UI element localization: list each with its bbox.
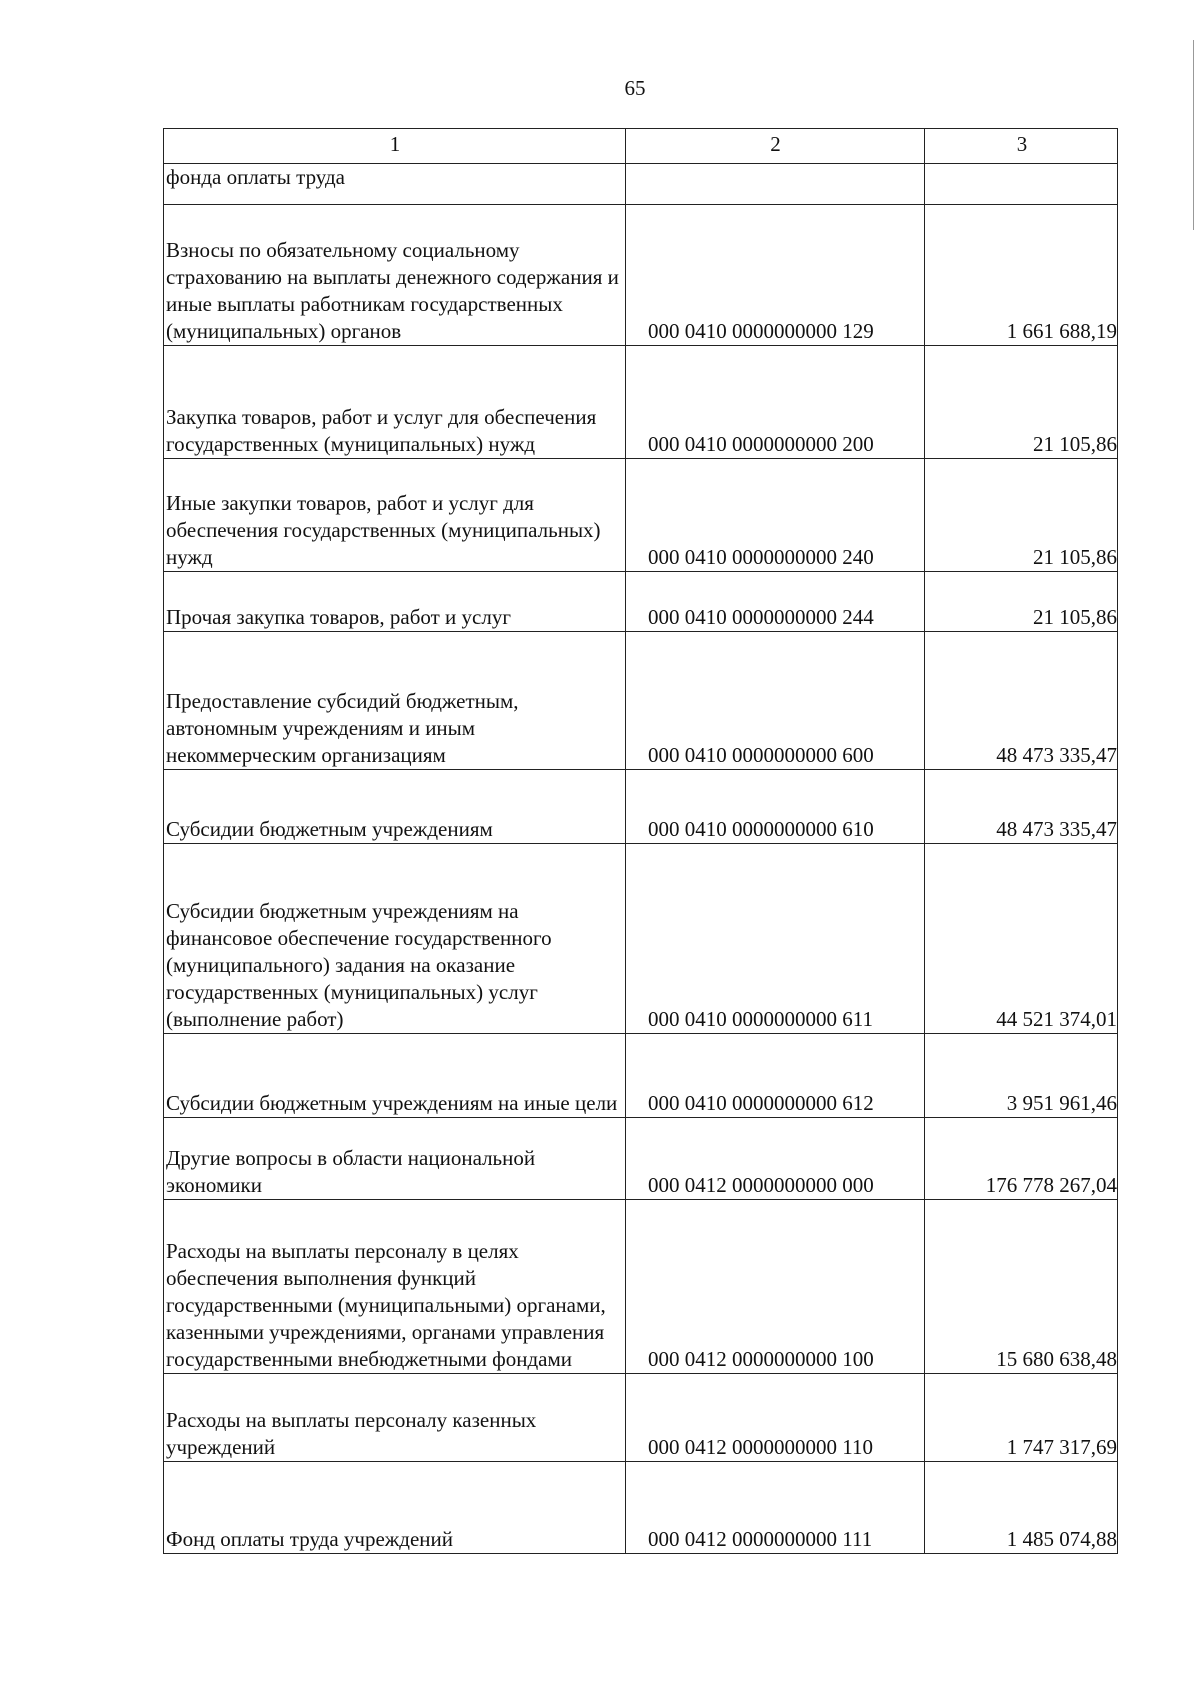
row-code-cell: 000 0412 0000000000 111 bbox=[626, 1462, 925, 1554]
row-name-cell: Закупка товаров, работ и услуг для обеспечения государственных (муниципальных) нужд bbox=[164, 346, 626, 459]
row-name-cell: фонда оплаты труда bbox=[164, 164, 626, 205]
table-row bbox=[164, 346, 1118, 459]
table-row bbox=[164, 1034, 1118, 1118]
row-name-cell: Расходы на выплаты персоналу в целях обеспечения выполнения функций государственными (муниципальными) органами, казенными учреждениями, органами управления государственными внебюджетными фондами bbox=[164, 1200, 626, 1374]
table-header-row bbox=[164, 129, 1118, 164]
row-name-cell: Субсидии бюджетным учреждениям bbox=[164, 770, 626, 844]
table-row bbox=[164, 205, 1118, 346]
row-name-cell: Иные закупки товаров, работ и услуг для обеспечения государственных (муниципальных) нужд bbox=[164, 459, 626, 572]
row-name-cell: Прочая закупка товаров, работ и услуг bbox=[164, 572, 626, 632]
row-name-cell: Взносы по обязательному социальному страхованию на выплаты денежного содержания и иные выплаты работникам государственных (муниципальных) органов bbox=[164, 205, 626, 346]
row-amount-cell: 48 473 335,47 bbox=[925, 770, 1118, 844]
row-name-cell: Предоставление субсидий бюджетным, автономным учреждениям и иным некоммерческим организациям bbox=[164, 632, 626, 770]
table-row bbox=[164, 572, 1118, 632]
table-row bbox=[164, 164, 1118, 205]
table-row bbox=[164, 1118, 1118, 1200]
row-code-cell: 000 0412 0000000000 000 bbox=[626, 1118, 925, 1200]
row-code-cell: 000 0412 0000000000 110 bbox=[626, 1374, 925, 1462]
row-code-cell: 000 0410 0000000000 611 bbox=[626, 844, 925, 1034]
row-amount-cell: 21 105,86 bbox=[925, 346, 1118, 459]
row-amount-cell: 21 105,86 bbox=[925, 572, 1118, 632]
table-row bbox=[164, 1374, 1118, 1462]
row-amount-cell: 21 105,86 bbox=[925, 459, 1118, 572]
row-name-cell: Расходы на выплаты персоналу казенных учреждений bbox=[164, 1374, 626, 1462]
row-amount-cell: 1 661 688,19 bbox=[925, 205, 1118, 346]
row-amount-cell: 176 778 267,04 bbox=[925, 1118, 1118, 1200]
row-amount-cell: 44 521 374,01 bbox=[925, 844, 1118, 1034]
row-amount-cell bbox=[925, 164, 1118, 205]
row-amount-cell: 48 473 335,47 bbox=[925, 632, 1118, 770]
row-code-cell: 000 0410 0000000000 600 bbox=[626, 632, 925, 770]
row-amount-cell: 3 951 961,46 bbox=[925, 1034, 1118, 1118]
row-name-cell: Другие вопросы в области национальной экономики bbox=[164, 1118, 626, 1200]
row-code-cell: 000 0410 0000000000 200 bbox=[626, 346, 925, 459]
header-col-1: 1 bbox=[164, 129, 626, 164]
row-code-cell: 000 0412 0000000000 100 bbox=[626, 1200, 925, 1374]
row-code-cell: 000 0410 0000000000 610 bbox=[626, 770, 925, 844]
table-row bbox=[164, 1462, 1118, 1554]
row-amount-cell: 1 747 317,69 bbox=[925, 1374, 1118, 1462]
budget-table bbox=[163, 128, 1118, 1554]
row-code-cell: 000 0410 0000000000 129 bbox=[626, 205, 925, 346]
row-code-cell: 000 0410 0000000000 612 bbox=[626, 1034, 925, 1118]
row-name-cell: Субсидии бюджетным учреждениям на иные цели bbox=[164, 1034, 626, 1118]
table-row bbox=[164, 459, 1118, 572]
row-code-cell: 000 0410 0000000000 240 bbox=[626, 459, 925, 572]
page-number: 65 bbox=[624, 76, 646, 100]
row-name-cell: Фонд оплаты труда учреждений bbox=[164, 1462, 626, 1554]
table-row bbox=[164, 844, 1118, 1034]
scan-edge-line bbox=[1193, 40, 1194, 230]
table-row bbox=[164, 632, 1118, 770]
row-code-cell bbox=[626, 164, 925, 205]
header-col-2: 2 bbox=[626, 129, 925, 164]
row-amount-cell: 1 485 074,88 bbox=[925, 1462, 1118, 1554]
table-row bbox=[164, 1200, 1118, 1374]
header-col-3: 3 bbox=[925, 129, 1118, 164]
row-amount-cell: 15 680 638,48 bbox=[925, 1200, 1118, 1374]
table-row bbox=[164, 770, 1118, 844]
row-name-cell: Субсидии бюджетным учреждениям на финансовое обеспечение государственного (муниципального) задания на оказание государственных (муниципальных) услуг (выполнение работ) bbox=[164, 844, 626, 1034]
row-code-cell: 000 0410 0000000000 244 bbox=[626, 572, 925, 632]
